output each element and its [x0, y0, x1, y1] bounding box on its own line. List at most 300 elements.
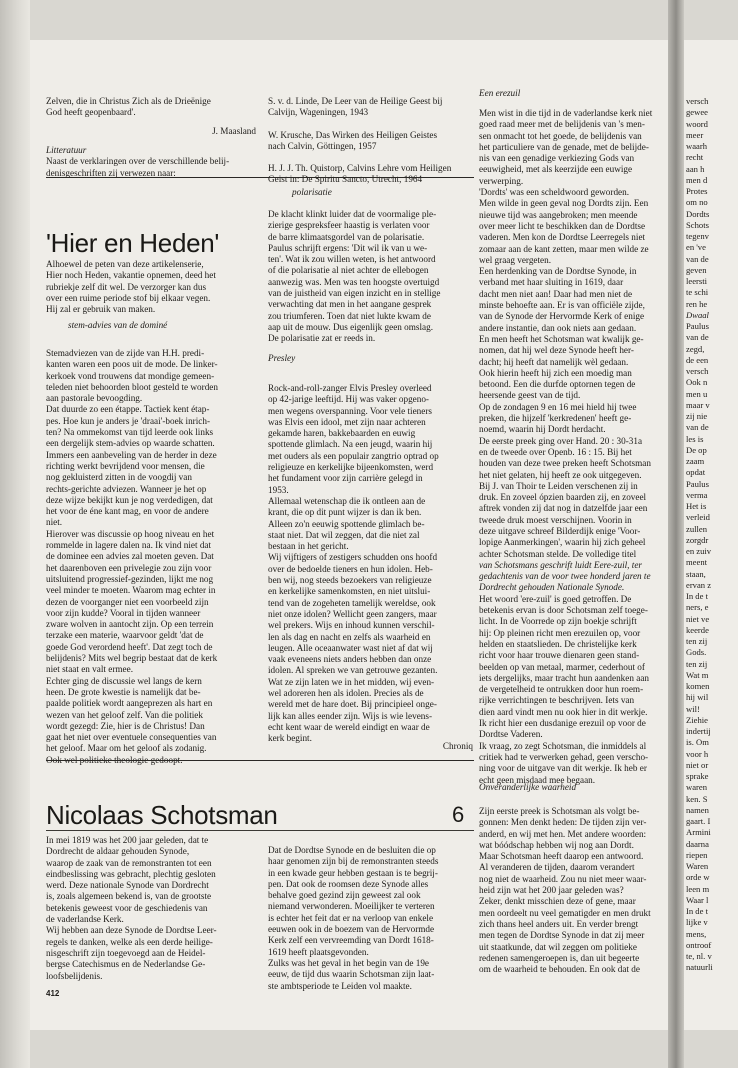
next-page-line: In de t [686, 591, 708, 601]
text-line: En men heeft het Schotsman wat kwalijk ge- [479, 333, 644, 344]
article-title-schotsman: Nicolaas Schotsman [46, 800, 278, 830]
text-line: leugen. Alle oceaanwater wast niet af dat wij [268, 642, 433, 653]
text-line: minste behoefte aan. Er is van officiële zijde, [479, 300, 645, 311]
text-line: andere instantie, dan ook niets aan gedaan. [479, 322, 637, 333]
next-page-line: Paulus [686, 478, 709, 489]
text-line: voor zijn kudde? Vooral in tijden wanneer [46, 607, 201, 618]
text-line: de dominee een advies zal moeten geven. Dat [46, 551, 214, 562]
text-line: 1619 heeft plaatsgevonden. [268, 946, 369, 957]
section-divider [46, 760, 474, 761]
text-line: anderd, en wij met hen. Met andere woorden: [479, 828, 647, 839]
hier-body [46, 348, 256, 766]
text-line: wordt gezegd: Zie, hier is de Christus! Dan [46, 720, 205, 731]
text-line: niemand verwonderen. Moeilijker te verteren [268, 901, 435, 912]
text-line: nieuwe tijd was aangebroken; men meende [479, 209, 638, 220]
text-line: loofsbelijdenis. [46, 970, 103, 981]
text-line: betekenis geweest voor de geschiedenis van [46, 902, 208, 913]
text-line: het daarenboven een privelegie zou zijn voor [46, 562, 212, 573]
litteratuur-label: Litteratuur [46, 145, 87, 155]
next-page-line: ners, e [686, 602, 709, 613]
next-page-line: aan h [686, 163, 705, 174]
text-line: Maar Schotsman heeft daarop een antwoord. [479, 851, 644, 862]
next-page-line: om no [686, 197, 708, 208]
text-line: spottende glimlach. Na een jeugd, waarin hij [268, 439, 433, 450]
next-page-line: verleid [686, 512, 710, 523]
text-line: de vaderlandse Kerk. [46, 914, 124, 925]
text-line: beelden op van metaal, marmer, cederhout of [479, 661, 645, 672]
text-line: dacht; hij heeft dat namelijk wèl gedaan. [479, 356, 629, 367]
text-line: Wat ze zijn laten we in het midden, wij even- [268, 676, 435, 687]
next-page-line: Dwaal [686, 309, 709, 320]
text-line: zomaar aan de kant zetten, maar men wilde ze [479, 243, 649, 254]
reference-line: W. Krusche, Das Wirken des Heiligen Geistes [268, 129, 438, 140]
next-page-line: Wat m [686, 669, 709, 680]
onveranderlijke-body [479, 806, 665, 975]
next-page-line: te schi [686, 287, 709, 298]
next-page-line: Waar l [686, 894, 709, 905]
text-line: behalve goed gezind zijn geweest zal ook [268, 890, 421, 901]
text-line: dacht men niet aan! Daar had men niet de [479, 288, 633, 299]
next-page-line: meer [686, 129, 704, 140]
next-page-line: Ook n [686, 377, 708, 388]
text-line: terzake een materie, waarvoor geldt 'dat de [46, 630, 204, 641]
next-page-line: ontroof [686, 939, 712, 950]
next-page-line: van de [686, 332, 709, 343]
text-line: Zulks was het geval in het begin van de 19e [268, 957, 429, 968]
next-page-line: meent [686, 557, 707, 568]
text-line: eeuwen ook in de boezem van de Hervormde [268, 924, 435, 935]
next-page-line: de een [686, 354, 709, 365]
next-page-line: daarna [686, 838, 709, 849]
text-line: zich thans heel anders uit. En verder brengt [479, 918, 639, 929]
text-line: over meer licht te beschikken dan de Dordtse [479, 220, 646, 231]
text-line: 'Dordts' was een scheldwoord geworden. [479, 187, 630, 198]
next-page-line: versch [686, 96, 709, 106]
text-line: de barre klimaatsgordel van de polarisatie. [268, 231, 425, 242]
text-line: houden van deze twee preken heeft Schotsman [479, 458, 651, 469]
text-line: Immers een aanbeveling van de herder in deze [46, 449, 217, 460]
next-page-line: Ziehie [686, 714, 708, 725]
text-line: Men wilde in geen geval nog Dordts zijn. Een [479, 198, 649, 209]
next-page-line: woord [686, 118, 708, 129]
text-line: van Schotsmans geschrift luidt Eere-zuil, ter [479, 559, 642, 570]
text-line: Al veranderen de tijden, daarom verandert [479, 862, 635, 873]
text-line: len als dag en nacht en zelfs als waarheid en [268, 631, 431, 642]
next-page-line: De op [686, 444, 707, 455]
next-page-line: en 've [686, 242, 706, 253]
reference-line: H. J. J. Th. Quistorp, Calvins Lehre vom Heiligen [268, 163, 452, 174]
hier-intro [46, 259, 256, 315]
next-page-line: verma [686, 489, 708, 500]
page-edge-left [0, 0, 30, 1068]
text-line: op 42-jarige leeftijd. Hij was vaker opgeno- [268, 394, 429, 405]
text-line: wereld met de hare doet. Bij principieel onge- [268, 699, 437, 710]
next-page-line: voor h [686, 748, 709, 759]
text-line: gedachtenis van de voor twee honderd jaren te [479, 571, 651, 582]
text-line: De polarisatie zat er reeds in. [268, 333, 376, 344]
next-page-line: leen m [686, 883, 710, 894]
text-line: nog gekluisterd zitten in de voogdij van [46, 472, 192, 483]
text-line: en de tweede over Openb. 16 : 15. Bij het [479, 446, 632, 457]
next-page-line: riepen [686, 849, 708, 860]
text-line: betekenis ervan is door Schotsman zelf toege- [479, 605, 648, 616]
text-line: denisgeschriften zij verwezen naar: [46, 167, 176, 178]
text-line: aftrek vonden zij dat nog in datzelfde jaar een [479, 503, 648, 514]
text-line: het voor de éne kant mag, en voor de andere [46, 506, 209, 517]
text-line: heersende geest van de tijd. [479, 390, 581, 401]
text-line: hij: Op pleinen richt men erezuilen op, voor [479, 627, 641, 638]
text-line: nomen, dat hij wel deze Synode heeft her- [479, 345, 634, 356]
text-line: Allemaal wetenschap die ik ontleen aan de [268, 495, 426, 506]
next-page-line: opdat [686, 467, 706, 478]
text-line: heen. De grote kwestie is namelijk dat be- [46, 686, 201, 697]
next-page-line: Armini [686, 827, 711, 838]
text-line: kanten waren een poos uit de mode. De linker- [46, 359, 218, 370]
text-line: niet onze idolen? Wellicht geen zangers, maar [268, 608, 437, 619]
text-line: Dat duurde zo een étappe. Tactiek kent étap- [46, 404, 210, 415]
text-line: in een kwade geur hebben gestaan is te begrij- [268, 867, 438, 878]
next-page-line: zij nie [686, 411, 708, 421]
text-line: regels te danken, welke als een derde heilige- [46, 936, 213, 947]
text-line: Ik richt hier een dusdanige erezuil op voor de [479, 718, 646, 729]
text-line: verband met haar sluiting in 1619, daar [479, 277, 624, 288]
reference-list [268, 96, 473, 186]
next-page-line: wil! [686, 703, 700, 714]
text-line: eeuwigheid, met als keerzijde een euwige [479, 164, 633, 175]
text-line: Men wist in die tijd in de vaderlandse kerk niet [479, 108, 653, 118]
litteratuur-block [46, 145, 256, 179]
text-line: wat bóódschap hebben wij nog aan Dordt. [479, 839, 634, 850]
subheading-stem-advies: stem-advies van de dominé [68, 320, 168, 330]
text-line: rijke verrichtingen te beschrijven. Iets van [479, 695, 635, 706]
text-line: deze uitgave schreef Bilderdijk enige 'Voor- [479, 525, 641, 536]
text-line: dezen de voorganger niet een voorbeeld zijn [46, 596, 209, 607]
next-page-line: waren [686, 782, 707, 793]
text-line: echt kent waar de wereld eindigt en waar de [268, 721, 430, 732]
reference-line: Geist in: De Spiritu Sancto, Utrecht, 1964 [268, 174, 423, 185]
text-line: om de waarheid te behouden. En ook dat de [479, 964, 640, 975]
text-line: uit staatkunde, dat wil zeggen om politieke [479, 941, 637, 952]
text-line: echt geen misdaad mee begaan. [479, 774, 596, 785]
text-line: niet staat en valt ermee. [46, 664, 133, 675]
next-page-line: men u [686, 388, 708, 399]
next-page-line: Gods. [686, 647, 707, 658]
text-line: gaat het niet over eventuele consequenties van [46, 732, 217, 743]
text-line: tweede druk moest verschijnen. Voorin in [479, 514, 632, 525]
text-line: kerkoek vond trouwens dat mondige gemeen- [46, 370, 215, 381]
text-line: rubriekje zelf dit wel. De verzorger kan dus [46, 281, 207, 292]
text-line: aan pastorale bevoogding. [46, 393, 143, 404]
text-line: critiek had te verwerken gehad, geen verscho- [479, 751, 649, 762]
binding-gutter [668, 0, 684, 1068]
text-line: Naast de verklaringen over de verschillende belij- [46, 156, 230, 167]
reference-line: S. v. d. Linde, De Leer van de Heilige Geest bij [268, 96, 443, 106]
next-page-line: Paulus [686, 321, 709, 331]
text-line: druk. En zoveel ópzien baarden zij, en zoveel [479, 492, 647, 503]
text-line: is echter het feit dat er na verloop van enkele [268, 912, 434, 923]
title-underline [46, 830, 474, 831]
text-line: over een ruime periode stof bij elkaar vegen. [46, 292, 211, 303]
next-page-line: niet or [686, 759, 709, 770]
next-page-line: komen [686, 681, 710, 691]
next-page-line: ten zij [686, 636, 708, 646]
text-line: paalde politiek wordt aangeprezen als hart en [46, 698, 213, 709]
next-page-line: zorgdr [686, 534, 709, 545]
text-line: gonnen: Men denkt heden: De tijden zijn ver- [479, 817, 647, 828]
next-page-line: In de t [686, 906, 708, 916]
text-line: vaak eveneens niets anders hebben dan onze [268, 654, 432, 665]
text-line: Ook hierin heeft hij zich een moedig man [479, 367, 632, 378]
reference-line: nach Calvin, Göttingen, 1957 [268, 140, 377, 151]
next-page-line: ken. S [686, 793, 708, 804]
next-page-line: gaart. I [686, 816, 711, 826]
next-page-line: gewee [686, 107, 708, 118]
text-line: het particuliere van de genade, met de belijde- [479, 141, 649, 152]
next-page-line: Protes [686, 186, 708, 196]
next-page-line: zullen [686, 523, 707, 534]
subheading-presley: Presley [268, 353, 296, 363]
text-line: Alhoewel de peten van deze artikelenserie, [46, 259, 204, 269]
next-page-line: recht [686, 152, 704, 163]
text-line: verwachting dat men in het aangane gesprek [268, 299, 432, 310]
next-page-line: ten zij [686, 658, 708, 669]
text-line: een dergelijk stem-advies op waarde schatten. [46, 438, 215, 449]
text-line: verwerping. [479, 175, 524, 186]
text-line: Stemadviezen van de zijde van H.H. predi- [46, 348, 205, 358]
text-line: Op de zondagen 9 en 16 mei hield hij twee [479, 401, 637, 412]
text-line: was Elvis een idool, met zijn naar achteren [268, 416, 426, 427]
text-line: Dordrecht gehouden Nationale Synode. [479, 582, 625, 593]
text-line: iets dergelijks, maar tracht hun aandenken aan [479, 672, 649, 683]
text-line: redenen samengeroepen is, dan uit begeerte [479, 952, 640, 963]
text-line: 1953. [268, 484, 289, 495]
text-line: Kerk zelf een vervreemding van Dordt 1618- [268, 935, 434, 946]
subheading-erezuil: Een erezuil [479, 88, 521, 98]
text-line: Dordrecht de aldaar gehouden Synode, [46, 846, 190, 857]
section-divider [46, 177, 474, 178]
text-line: kerk begint. [268, 733, 312, 744]
text-line: ben wij, nog steeds bezoekers van religieuze [268, 575, 432, 586]
next-page-line: tegenv [686, 231, 709, 241]
next-page-line: namen [686, 804, 709, 815]
next-page-line: leersti [686, 276, 707, 286]
text-line: richting werkt bevrijdend voor mensen, die [46, 460, 205, 471]
text-line: Ik vraag, zo zegt Schotsman, die inmiddels al [479, 740, 647, 751]
next-page-line: zaam [686, 456, 705, 466]
text-line: nog niet de waarheid. Zou nu niet meer waar- [479, 873, 647, 884]
text-line: betoond. Een die durfde optornen tegen de [479, 379, 636, 390]
text-line: men tegen de Dordtse Synode in dat zij meer [479, 930, 645, 941]
next-page-line: staan, [686, 568, 706, 579]
next-page-line: les is [686, 433, 704, 444]
text-line: Zelven, die in Christus Zich als de Drieënige [46, 96, 211, 106]
text-line: noemd, waarin hij Dordt herdacht. [479, 424, 606, 435]
next-page-line: natuurli [686, 962, 713, 973]
text-line: wel graag vergeten. [479, 254, 552, 265]
text-line: Rock-and-roll-zanger Elvis Presley overleed [268, 383, 432, 393]
text-line: aanwezig was. Men was ten hoogste overtuigd [268, 276, 440, 287]
next-page-line: ren he [686, 298, 708, 309]
text-line: Een herdenking van de Dordtse Synode, in [479, 266, 637, 277]
text-line: staat niet. Dat wil zeggen, dat die niet zal [268, 529, 420, 540]
next-page-line: Schots [686, 219, 709, 230]
text-line: nisgeschrift zijn toegevoegd aan de Heidel- [46, 947, 206, 958]
text-line: achter Schotsman stelde. De volledige titel [479, 548, 637, 559]
section-title-hier-en-heden: 'Hier en Heden' [46, 228, 220, 258]
next-page-fragment [684, 40, 738, 1030]
text-line: zou triumferen. Toen dat niet lukte kwam de [268, 310, 431, 321]
subheading-onveranderlijke: Onveranderlijke waarheid [479, 782, 577, 792]
text-line: teleden niet behoorden bloot gesteld te worden [46, 381, 218, 392]
next-page-line: indertij [686, 726, 711, 736]
text-line: met ouders als een populair zangtrio optrad op [268, 450, 439, 461]
text-line: of die polarisatie al niet achter de ellebogen [268, 265, 429, 276]
text-line: vaderen. Men kon de Dordtse Leerregels niet [479, 232, 646, 243]
text-line: men wegens overspanning. Voor vele tieners [268, 405, 432, 416]
text-line: wel prekers. Wijs en inhoud kunnen verschil- [268, 620, 435, 631]
text-line: richt voor haar trouwe dienaren geen stand- [479, 650, 640, 661]
next-page-line: maar v [686, 399, 710, 410]
text-line: over de bedoelde tieners en hun idolen. Heb- [268, 563, 433, 574]
subheading-polarisatie: polarisatie [292, 187, 332, 197]
text-line: uitsluitend progressief-gezinden, lijkt me nog [46, 573, 214, 584]
text-line: Echter ging de discussie wel langs de kern [46, 675, 202, 686]
text-line: het geloof. Maar om het geloof als zodanig. [46, 743, 207, 754]
text-line: pes. Hoe kun je anders je 'draai'-boek inrich- [46, 415, 211, 426]
text-line: rechts-gerichte adviezen. Wanneer je het op [46, 483, 207, 494]
text-line: haar genomen zijn bij de remonstranten steeds [268, 856, 439, 867]
next-page-line: versch [686, 366, 709, 376]
text-line: idolen. Al spreken we van getrouwe gezanten. [268, 665, 438, 676]
text-line: goed raad meer met de belijdenis van 's men- [479, 119, 645, 130]
text-line: Dat de Dordtse Synode en de besluiten die op [268, 845, 436, 855]
next-page-line: is. Om [686, 737, 709, 748]
text-line: is, zoals algemeen bekend is, van de grootste [46, 891, 212, 902]
next-page-line: en zuiv [686, 546, 712, 556]
text-line: licht. In de Voorrede op zijn boekje schrijft [479, 616, 637, 627]
text-line: Wij vijftigers of zestigers schudden ons hoofd [268, 552, 438, 563]
text-line: Ook wel politieke theologie gedoopt. [46, 754, 183, 765]
text-line: God heeft geopenbaard'. [46, 107, 136, 118]
text-line: Het woord 'ere-zuil' is goed getroffen. De [479, 593, 632, 604]
next-page-line: niet ve [686, 613, 710, 624]
reference-line: Calvijn, Wageningen, 1943 [268, 107, 369, 118]
text-line: Wij hebben aan deze Synode de Dordtse Leer- [46, 925, 217, 936]
next-page-line: Dordts [686, 208, 710, 219]
top-col1-text [46, 96, 256, 119]
next-page-line: sprake [686, 771, 709, 781]
text-line: De klacht klinkt luider dat de voormalige ple- [268, 209, 437, 219]
next-page-line: van de [686, 253, 709, 264]
text-line: eeuw, de tijd dus waarin Schotsman zijn laat- [268, 969, 435, 980]
page-number: 412 [46, 989, 60, 998]
text-line: aap uit de mouw. Dus eigenlijk geen omslag. [268, 321, 433, 332]
schotsman-col2 [268, 845, 473, 992]
text-line: gekamde haren, bakkebaarden en euwig [268, 428, 416, 439]
text-line: ten? Na ommekomst van tijd leerde ook links [46, 427, 214, 438]
text-line: zware wolven in aantocht zijn. Op een terrein [46, 619, 214, 630]
text-line: religieuze en kerkelijke bijeenkomsten, werd [268, 462, 434, 473]
text-line: en kerkelijke samenkomsten, en niet uitslui- [268, 586, 431, 597]
next-page-line: ervan z [686, 579, 712, 590]
text-line: eindbeslissing was gebracht, plechtig gesloten [46, 868, 216, 879]
text-line: zierige gespreksfeer haastig is verlaten voor [268, 220, 430, 231]
text-line: Bij J. van Thoir te Leiden verschenen zij in [479, 480, 638, 491]
text-line: wel adoreren hen als idolen. Precies als de [268, 688, 424, 699]
text-line: In mei 1819 was het 200 jaar geleden, dat te [46, 835, 209, 845]
text-line: de vergetelheid te ontrukken door hun roem- [479, 684, 644, 695]
text-line: Dordtse Vaderen. [479, 729, 543, 740]
text-line: pen. Dat ook de roomsen deze Synode alles [268, 878, 429, 889]
text-line: lopige Aanmerkingen', waarin hij zich geheel [479, 537, 646, 548]
text-line: goede God verordend heeft'. Dat zegt toch de [46, 641, 213, 652]
next-page-line: orde w [686, 872, 710, 883]
text-line: van de juistheid van eigen inzicht en in stellige [268, 288, 441, 299]
next-page-line: zegd, [686, 343, 705, 354]
text-line: tend van de zogeheten tamelijk wereldse, ook [268, 597, 436, 608]
text-line: van de Synode der Hervormde Kerk of enige [479, 311, 645, 322]
text-line: dien aard vindt men nu ook hier in dit werkje. [479, 706, 648, 717]
erezuil-body [479, 108, 665, 786]
text-line: Hij zal er gebruik van maken. [46, 304, 156, 315]
text-line: Zijn eerste preek is Schotsman als volgt be- [479, 806, 640, 816]
text-line: Hierover was discussie op hoog niveau en het [46, 528, 215, 539]
next-page-line: te, nl. v [686, 951, 712, 961]
text-line: Paulus schrijft ergens: 'Dit wil ik van u we- [268, 242, 428, 253]
next-page-line: geven [686, 264, 707, 275]
text-line: wezen van het geloof zelf. Van die politiek [46, 709, 203, 720]
text-line: veel minder te moeten. Waarom mag echter in [46, 585, 216, 596]
text-line: Alleen zo'n eeuwig spottende glimlach be- [268, 518, 425, 529]
text-line: deze wijze bekijkt kun je nog verdedigen, dat [46, 494, 213, 505]
next-page-line: hij wil [686, 692, 709, 703]
polarisatie-body [268, 209, 473, 345]
text-line: sen onmacht tot het goede, de belijdenis van [479, 130, 642, 141]
text-line: het fundament voor zijn carrière gelegd in [268, 473, 423, 484]
next-page-line: Waren [686, 861, 709, 871]
text-line: lijk kan alles eender zijn. Wijs is wie levens- [268, 710, 433, 721]
text-line: ning voor de uitgave van dit werkje. Ik heb er [479, 763, 647, 774]
text-line: heid zijn wat het 200 jaar geleden was? [479, 885, 624, 896]
text-line: helden en staatslieden. De christelijke kerk [479, 638, 637, 649]
text-line: werd. Deze nationale Synode van Dordrecht [46, 880, 209, 891]
text-line: bergse Catechismus en de Nederlandse Ge- [46, 959, 206, 970]
text-line: het niet gelaten, hij heeft ze ook uitgegeven. [479, 469, 642, 480]
text-line: bestaan in het gericht. [268, 541, 349, 552]
text-line: waarop de zaak van de remonstranten tot een [46, 857, 212, 868]
text-line: Zeker, denkt misschien deze of gene, maar [479, 896, 636, 907]
text-line: men oordeelt nu veel gematigder en men drukt [479, 907, 651, 918]
text-line: belijdenis? Mits wel begrip bestaat dat de kerk [46, 653, 218, 664]
author-signature: J. Maasland [212, 126, 256, 136]
text-line: rommelde in lagere dalen na. Ik vind niet dat [46, 540, 212, 551]
text-line: ten'. Wat ik zou willen weten, is het antwoord [268, 254, 436, 265]
next-page-line: mens, [686, 928, 707, 939]
text-line: ste ambtsperiode te Leiden vol maakte. [268, 980, 412, 991]
text-line: niet. [46, 517, 63, 528]
article-part-number: 6 [452, 802, 465, 827]
next-page-line: lijke v [686, 917, 708, 928]
next-page-line: Het is [686, 501, 707, 511]
schotsman-col1 [46, 835, 256, 982]
text-line: nis van een genadige verkiezing Gods van [479, 153, 635, 164]
text-line: krant, die op dit punt wijzer is dan ik ben. [268, 507, 422, 518]
text-line: De eerste preek ging over Hand. 20 : 30-31a [479, 435, 643, 446]
text-line: preken, die hijzelf 'kerkredenen' heeft ge- [479, 413, 632, 424]
next-page-line: men d [686, 174, 708, 185]
next-page-line: keerde [686, 624, 709, 635]
next-page-line: waarh [686, 141, 707, 151]
